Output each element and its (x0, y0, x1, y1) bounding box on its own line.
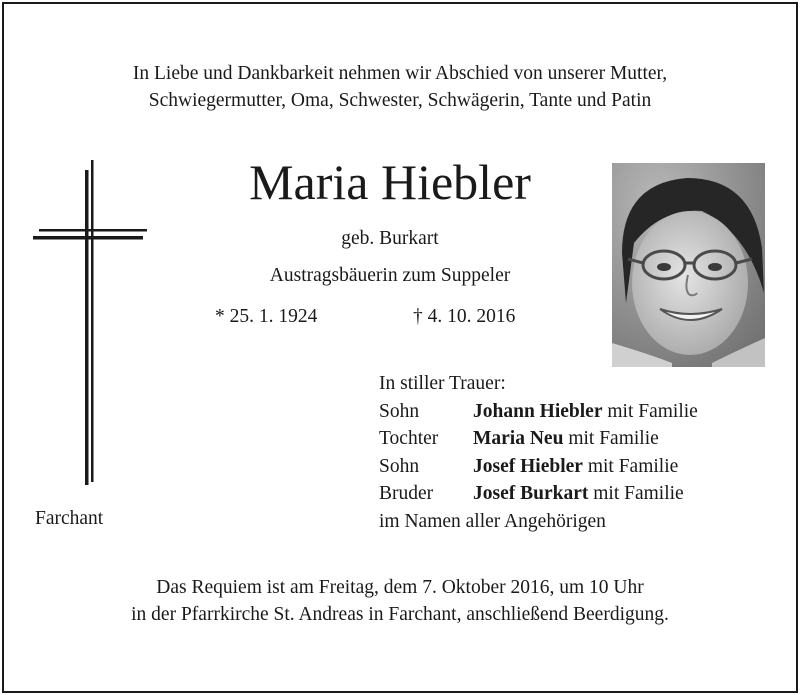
mourner-suffix: mit Familie (587, 455, 679, 477)
mourners-list (379, 370, 698, 535)
cross-icon (33, 160, 148, 485)
mourner-row (379, 453, 698, 481)
mourner-relation: Sohn (379, 400, 420, 422)
mourner-suffix: mit Familie (593, 483, 684, 504)
intro-text (0, 60, 800, 114)
death-date: † 4. 10. 2016 (413, 306, 516, 327)
deceased-name: Maria Hiebler (249, 154, 531, 210)
mourner-relation: Sohn (379, 455, 420, 477)
requiem-line-2: in der Pfarrkirche St. Andreas in Farchant, anschließend Beerdigung. (131, 604, 669, 625)
mourner-relation: Tochter (379, 428, 439, 449)
intro-line-2: Schwiegermutter, Oma, Schwester, Schwägerin, Tante und Patin (148, 90, 652, 111)
intro-line-1: In Liebe und Dankbarkeit nehmen wir Abschied von unserer Mutter, (132, 63, 668, 84)
mourner-name: Josef Burkart (473, 483, 589, 504)
mourner-suffix: mit Familie (568, 428, 659, 449)
mourner-row (379, 425, 698, 453)
mourner-row (379, 480, 698, 508)
mourner-row (379, 398, 698, 426)
requiem-line-1: Das Requiem ist am Freitag, dem 7. Oktober 2016, um 10 Uhr (156, 577, 644, 598)
mourners-header: In stiller Trauer: (379, 373, 506, 394)
portrait-photo (612, 163, 765, 367)
birth-date: * 25. 1. 1924 (215, 306, 318, 327)
place-name: Farchant (35, 508, 104, 529)
maiden-name: geb. Burkart (341, 228, 439, 249)
mourners-footer: im Namen aller Angehörigen (379, 510, 606, 532)
mourner-name: Maria Neu (473, 428, 564, 449)
mourner-name: Josef Hiebler (473, 455, 583, 477)
mourner-relation: Bruder (379, 483, 434, 504)
mourner-name: Johann Hiebler (473, 400, 603, 422)
occupation: Austragsbäuerin zum Suppeler (269, 265, 511, 286)
mourner-suffix: mit Familie (607, 400, 698, 422)
requiem-notice (0, 574, 800, 628)
